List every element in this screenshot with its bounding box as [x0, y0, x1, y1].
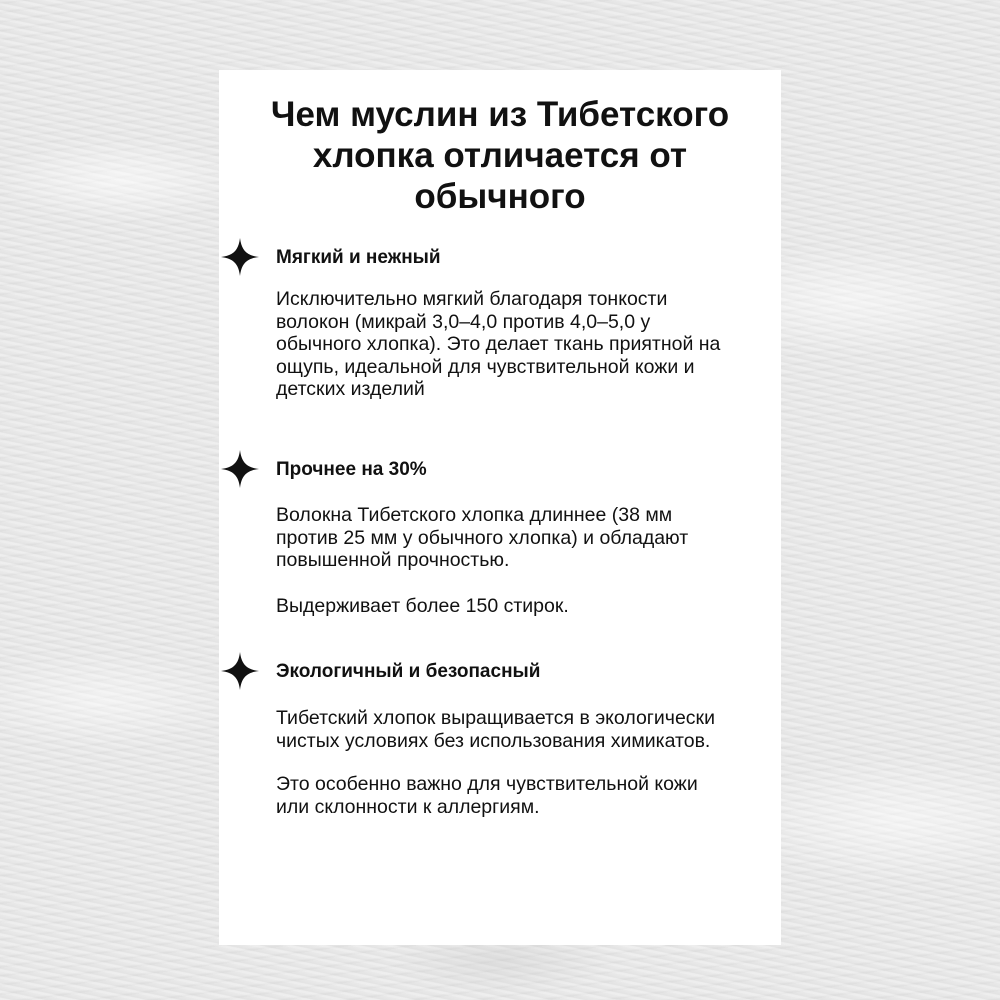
- four-point-star-icon: [221, 450, 259, 488]
- feature-text: Выдерживает более 150 стирок.: [276, 595, 569, 617]
- four-point-star-icon: [221, 238, 259, 276]
- feature-text: Волокна Тибетского хлопка длиннее (38 мм против 25 мм у обычного хлопка) и обладают повышенной прочностью.: [276, 504, 689, 571]
- feature-text: Исключительно мягкий благодаря тонкости волокон (микрай 3,0–4,0 против 4,0–5,0 у обычного хлопка). Это делает ткань приятной на ощупь, идеальной для чувствительной кожи и детских изделий: [276, 288, 721, 400]
- feature-heading: Мягкий и нежный: [276, 247, 441, 268]
- info-card: [219, 70, 781, 945]
- feature-text: Тибетский хлопок выращивается в экологически чистых условиях без использования химикатов.: [276, 707, 715, 752]
- feature-heading: Экологичный и безопасный: [276, 661, 541, 682]
- feature-text: Это особенно важно для чувствительной кожи или склонности к аллергиям.: [276, 773, 698, 818]
- feature-heading: Прочнее на 30%: [276, 459, 427, 480]
- page-title: Чем муслин из Тибетского хлопка отличается от обычного: [270, 95, 730, 216]
- four-point-star-icon: [221, 652, 259, 690]
